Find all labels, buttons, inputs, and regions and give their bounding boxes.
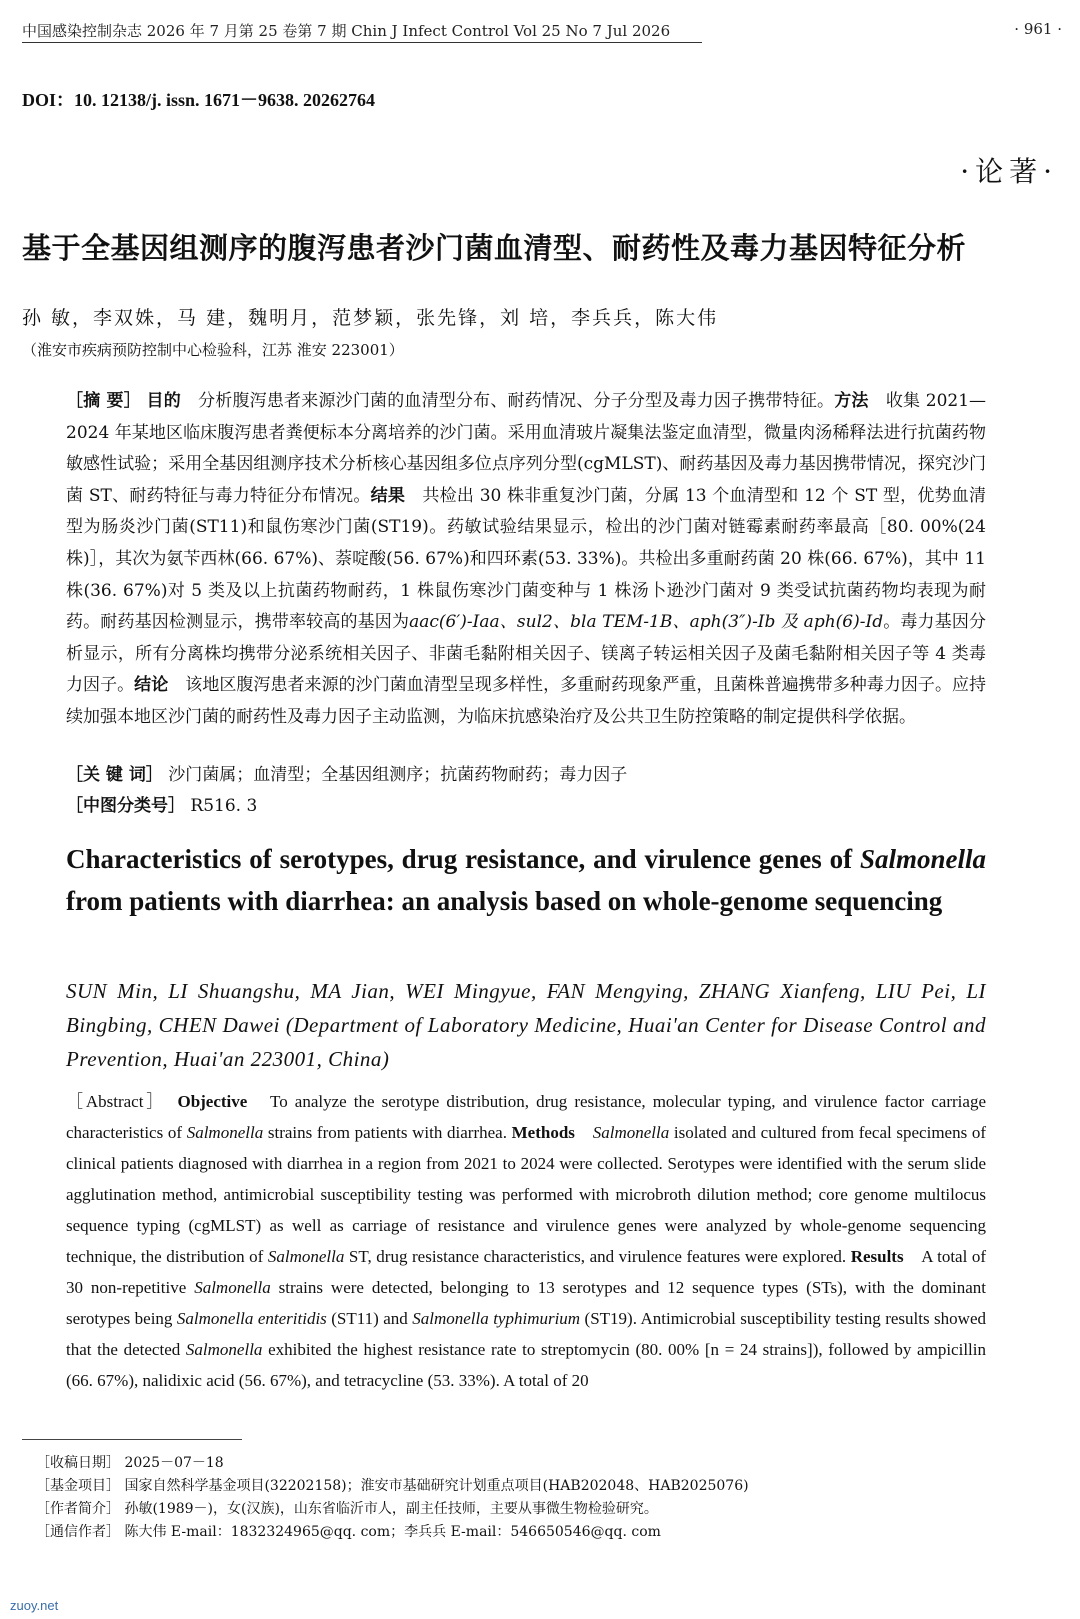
en-title-part2: from patients with diarrhea: an analysis based on whole-genome sequencing xyxy=(66,886,943,916)
genus-term: Salmonella xyxy=(267,1247,345,1266)
en-methods-text-2: ST, drug resistance characteristics, and virulence features were explored. xyxy=(344,1247,847,1266)
column-label: ·论著· xyxy=(960,155,1058,188)
en-objective-text: To analyze the serotype distribution, drug resistance, molecular typing, and virulence factor carriage characteristics of xyxy=(66,1092,986,1142)
en-methods-text: isolated and cultured from fecal specimens of clinical patients diagnosed with diarrhea in a region from 2021 to 2024 were collected. Serotypes were identified with the serum slide agglutination method, antimicrobial susceptibility testing was performed with microbroth dilution method; core genome multilocus sequence typing (cgMLST) as well as carriage of resistance and virulence genes were analyzed by whole-genome sequencing technique, the distribution of xyxy=(66,1123,987,1266)
cn-results-text: 共检出 30 株非重复沙门菌，分属 13 个血清型和 12 个 ST 型，优势血清型为肠炎沙门菌(ST11)和鼠伤寒沙门菌(ST19)。药敏试验结果显示，检出的沙门菌对链霉素耐药率最高［80. 00%(24 株)］，其次为氨苄西林(66. 67%)、萘啶酸(56. 67%)和四环素(53. 33%)。共检出多重耐药菌 20 株(66. 67%)，其中 11 株(36. 67%)对 5 类及以上抗菌药物耐药，1 株鼠伤寒沙门菌变种与 1 株汤卜逊沙门菌对 9 类受试抗菌药物均表现为耐药。耐药基因检测显示，携带率较高的基因为 xyxy=(66,485,987,633)
en-results-text-5: exhibited the highest resistance rate to streptomycin (80. 00% [n = 24 strains]), followed by ampicillin (66. 67%), nalidixic acid (56. 67%), and tetracycline (53. 33%). A total of 20 xyxy=(66,1340,986,1390)
footnote-author-text: 孙敏(1989－)，女(汉族)，山东省临沂市人，副主任技师，主要从事微生物检验研究。 xyxy=(124,1501,658,1517)
cn-keywords-label: ［关 键 词］ xyxy=(66,765,163,785)
en-results-text-4: (ST19). Antimicrobial susceptibility testing results showed that the detected xyxy=(66,1309,986,1359)
cn-conclusion-text: 该地区腹泻患者来源的沙门菌血清型呈现多样性，多重耐药现象严重，且菌株普遍携带多种毒力因子。应持续加强本地区沙门菌的耐药性及毒力因子主动监测，为临床抗感染治疗及公共卫生防控策略的制定提供科学依据。 xyxy=(66,675,987,727)
genus-term: Salmonella xyxy=(185,1340,263,1359)
cn-class-label: ［中图分类号］ xyxy=(66,796,185,816)
cn-affiliation: （淮安市疾病预防控制中心检验科，江苏 淮安 223001） xyxy=(22,341,404,359)
cn-objective-label: 目的 xyxy=(146,391,181,411)
page-number: · 961 · xyxy=(1014,20,1062,38)
cn-results-label: 结果 xyxy=(370,485,406,506)
footnote-fund-label: ［基金项目］ xyxy=(36,1478,120,1494)
footnote-fund-text: 国家自然科学基金项目(32202158)；淮安市基础研究计划重点项目(HAB202048、HAB2025076) xyxy=(124,1478,749,1494)
doi: DOI：10. 12138/j. issn. 1671－9638. 20262764 xyxy=(22,90,376,110)
footnote-author-label: ［作者简介］ xyxy=(36,1501,120,1517)
en-authors: SUN Min, LI Shuangshu, MA Jian, WEI Mingyue, FAN Mengying, ZHANG Xianfeng, LIU Pei, LI Bingbing, CHEN Dawei (Department of Laboratory Medicine, Huai'an Center for Disease Control and Prevention, Huai'an 223001, China) xyxy=(66,979,986,1071)
en-abstract xyxy=(66,1086,986,1396)
footnote-rule xyxy=(22,1439,242,1440)
en-objective-label: Objective xyxy=(177,1092,248,1111)
cn-authors: 孙 敏，李双姝，马 建，魏明月，范梦颖，张先锋，刘 培，李兵兵，陈大伟 xyxy=(22,307,719,329)
en-objective-text-2: strains from patients with diarrhea. xyxy=(263,1123,507,1142)
running-head xyxy=(22,20,1062,44)
en-results-label: Results xyxy=(850,1247,904,1266)
en-methods-label: Methods xyxy=(511,1123,575,1142)
footnote-author xyxy=(36,1498,658,1518)
cn-abstract-label: ［摘 要］ xyxy=(66,391,141,411)
en-abstract-label: ［Abstract］ xyxy=(66,1092,158,1111)
serotype-typhimurium: Salmonella typhimurium xyxy=(412,1309,581,1328)
cn-abstract xyxy=(66,386,986,734)
en-title-part1: Characteristics of serotypes, drug resistance, and virulence genes of xyxy=(66,844,860,874)
en-results-text-2: strains were detected, belonging to 13 serotypes and 12 sequence types (STs), with the dominant serotypes being xyxy=(66,1278,986,1328)
cn-results-text-2: 。毒力基因分析显示，所有分离株均携带分泌系统相关因子、非菌毛黏附相关因子、镁离子转运相关因子及菌毛黏附相关因子等 4 类毒力因子。 xyxy=(66,612,987,696)
genus-term: Salmonella xyxy=(186,1123,264,1142)
footnote-fund xyxy=(36,1475,749,1495)
cn-keywords xyxy=(66,760,986,792)
header-rule xyxy=(22,42,702,43)
footnote-corr-label: ［通信作者］ xyxy=(36,1524,120,1540)
serotype-enteritidis: Salmonella enteritidis xyxy=(176,1309,327,1328)
genus-term: Salmonella xyxy=(592,1123,670,1142)
cn-methods-text: 收集 2021—2024 年某地区临床腹泻患者粪便标本分离培养的沙门菌。采用血清玻片凝集法鉴定血清型，微量肉汤稀释法进行抗菌药物敏感性试验；采用全基因组测序技术分析核心基因组多位点序列分型(cgMLST)、耐药基因及毒力基因携带情况，探究沙门菌 ST、耐药特征与毒力特征分布情况。 xyxy=(66,391,987,506)
en-title-genus: Salmonella xyxy=(859,844,986,874)
cn-title: 基于全基因组测序的腹泻患者沙门菌血清型、耐药性及毒力基因特征分析 xyxy=(22,231,967,265)
cn-classification xyxy=(66,791,986,823)
journal-citation: 中国感染控制杂志 2026 年 7 月第 25 卷第 7 期 Chin J Infect Control Vol 25 No 7 Jul 2026 xyxy=(22,22,671,40)
en-results-text: A total of 30 non-repetitive xyxy=(66,1247,987,1297)
genus-term: Salmonella xyxy=(194,1278,271,1297)
cn-resistance-genes: aac(6′)-Iaa、sul2、bla TEM-1B、aph(3″)-Ib 及 aph(6)-Id xyxy=(409,612,884,633)
footnote-received xyxy=(36,1452,224,1472)
cn-methods-label: 方法 xyxy=(834,391,869,411)
footnote-corr-text: 陈大伟 E-mail：1832324965@qq. com；李兵兵 E-mail：546650546@qq. com xyxy=(124,1524,661,1540)
cn-objective-text: 分析腹泻患者来源沙门菌的血清型分布、耐药情况、分子分型及毒力因子携带特征。 xyxy=(198,391,835,411)
footnote-received-date: 2025－07－18 xyxy=(124,1455,224,1471)
en-results-text-3: (ST11) and xyxy=(326,1309,413,1328)
cn-keywords-text: 沙门菌属；血清型；全基因组测序；抗菌药物耐药；毒力因子 xyxy=(168,765,628,785)
cn-class-code: R516. 3 xyxy=(190,796,258,816)
en-title xyxy=(66,838,986,922)
footnote-received-label: ［收稿日期］ xyxy=(36,1455,120,1471)
cn-conclusion-label: 结论 xyxy=(134,675,169,696)
watermark: zuoy.net xyxy=(10,1598,59,1613)
footnote-correspondence xyxy=(36,1521,661,1541)
